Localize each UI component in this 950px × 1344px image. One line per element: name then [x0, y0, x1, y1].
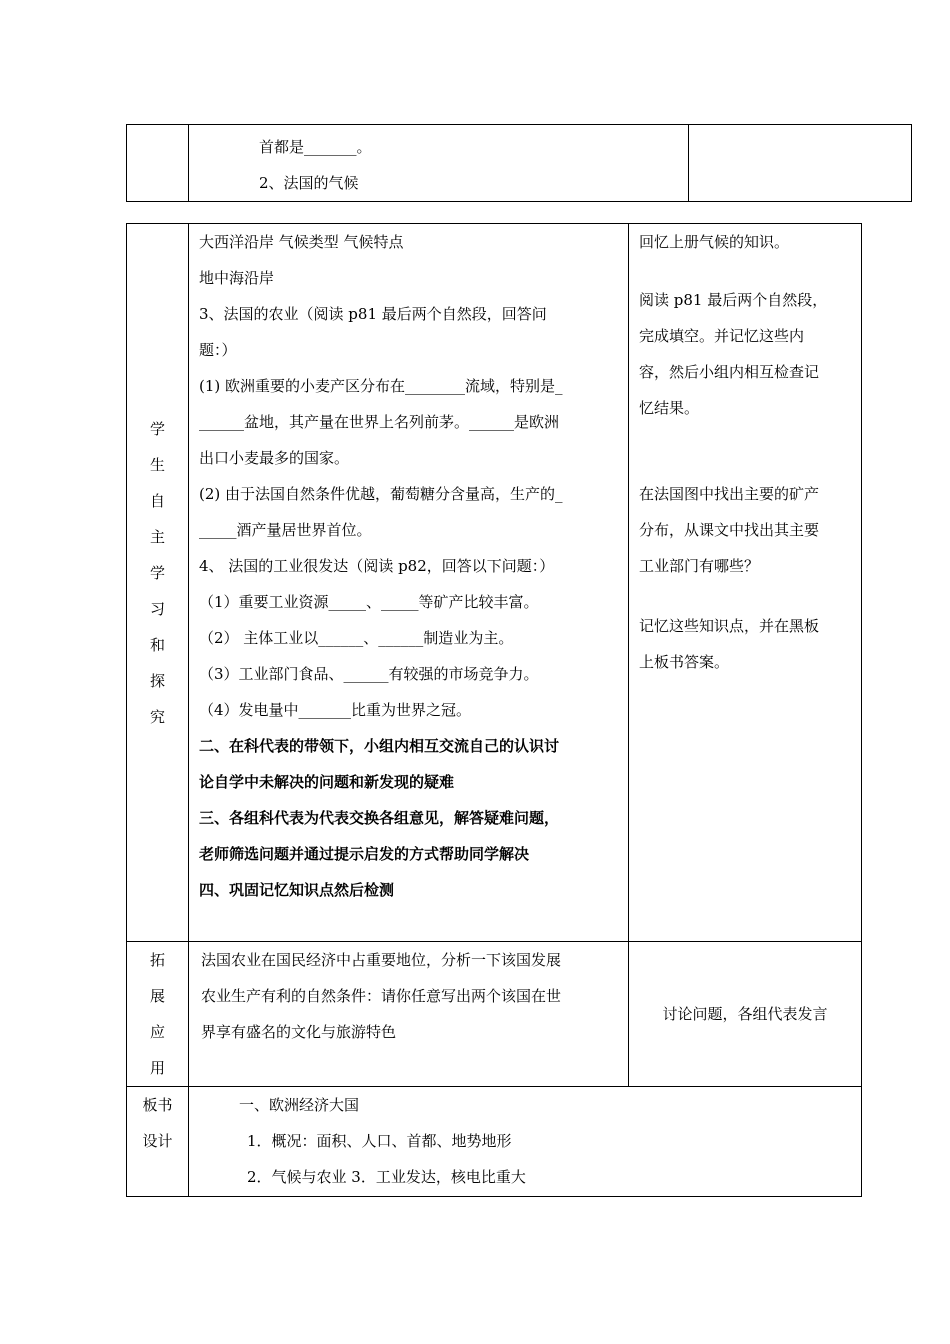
activity-line: 记忆这些知识点，并在黑板 — [639, 617, 820, 635]
extension-activity-cell — [629, 942, 862, 1087]
board-line: 2．气候与农业 3．工业发达，核电比重大 — [247, 1168, 526, 1186]
study-line: 4、 法国的工业很发达（阅读 p82，回答以下问题：） — [199, 557, 555, 575]
study-bold-line: 四、巩固记忆知识点然后检测 — [199, 881, 395, 899]
activity-line: 阅读 p81 最后两个自然段， — [639, 291, 828, 309]
capital-fill-line: 首都是_______。 — [259, 138, 372, 156]
study-bold-line: 二、在科代表的带领下，小组内相互交流自己的认识讨 — [199, 737, 560, 755]
extension-label-char: 拓 — [149, 951, 165, 969]
top-right-cell — [689, 125, 912, 202]
activity-paragraph — [639, 608, 861, 680]
activity-line: 分布，从课文中找出其主要 — [639, 521, 820, 539]
study-line: （4）发电量中_______比重为世界之冠。 — [199, 701, 472, 719]
top-content-cell — [189, 125, 689, 202]
study-line: 出口小麦最多的国家。 — [199, 449, 350, 467]
study-line: 题：） — [199, 341, 237, 359]
study-label-char: 学 — [149, 420, 165, 438]
study-activity-cell — [629, 224, 862, 942]
study-label-char: 探 — [149, 672, 165, 690]
activity-paragraph — [639, 476, 861, 584]
board-row — [127, 1087, 862, 1197]
extension-activity-text: 讨论问题，各组代表发言 — [662, 1005, 828, 1023]
climate-table-row: 地中海沿岸 — [199, 269, 275, 287]
board-label-cell — [127, 1087, 189, 1197]
main-table — [126, 223, 862, 1197]
activity-line: 上板书答案。 — [639, 653, 730, 671]
activity-line: 回忆上册气候的知识。 — [639, 233, 790, 251]
top-label-cell — [127, 125, 189, 202]
study-bold-line: 三、各组科代表为代表交换各组意见，解答疑难问题， — [199, 809, 560, 827]
study-label-char: 究 — [149, 708, 165, 726]
top-table — [126, 124, 912, 202]
extension-label-cell — [127, 942, 189, 1087]
study-bold-line: 论自学中未解决的问题和新发现的疑难 — [199, 773, 455, 791]
study-label-char: 习 — [149, 600, 165, 618]
top-table-row — [127, 125, 912, 202]
activity-paragraph — [639, 282, 861, 426]
board-label-line: 板书 — [142, 1096, 173, 1114]
study-label-char: 学 — [149, 564, 165, 582]
study-label-char: 自 — [149, 492, 165, 510]
study-line: _____酒产量居世界首位。 — [199, 521, 372, 539]
study-label-char: 生 — [149, 456, 165, 474]
study-label-cell — [127, 224, 189, 942]
activity-line: 完成填空。并记忆这些内 — [639, 327, 805, 345]
study-line: （1）重要工业资源_____、_____等矿产比较丰富。 — [199, 593, 539, 611]
study-line: ______盆地，其产量在世界上名列前茅。______是欧洲 — [199, 413, 560, 431]
extension-label-char: 用 — [149, 1059, 165, 1077]
study-line: 3、法国的农业（阅读 p81 最后两个自然段，回答问 — [199, 305, 547, 323]
study-line: （3）工业部门食品、______有较强的市场竞争力。 — [199, 665, 539, 683]
study-content-cell — [189, 224, 629, 942]
climate-table-header: 大西洋沿岸 气候类型 气候特点 — [199, 233, 404, 251]
extension-row — [127, 942, 862, 1087]
extension-line: 法国农业在国民经济中占重要地位，分析一下该国发展 — [201, 951, 562, 969]
extension-label-char: 展 — [149, 987, 165, 1005]
board-line: 1．概况：面积、人口、首都、地势地形 — [247, 1132, 512, 1150]
study-line: (2) 由于法国自然条件优越，葡萄糖分含量高，生产的_ — [199, 485, 563, 503]
study-bold-line: 老师筛选问题并通过提示启发的方式帮助同学解决 — [199, 845, 530, 863]
study-line: （2） 主体工业以______、______制造业为主。 — [199, 629, 514, 647]
extension-line: 界享有盛名的文化与旅游特色 — [201, 1023, 397, 1041]
activity-line: 忆结果。 — [639, 399, 700, 417]
study-label-char: 主 — [149, 528, 165, 546]
activity-line: 工业部门有哪些？ — [639, 557, 760, 575]
extension-content-cell — [189, 942, 629, 1087]
board-content-cell — [189, 1087, 862, 1197]
study-line: (1) 欧洲重要的小麦产区分布在________流域，特别是_ — [199, 377, 563, 395]
activity-line: 在法国图中找出主要的矿产 — [639, 485, 820, 503]
board-heading: 一、欧洲经济大国 — [239, 1096, 360, 1114]
climate-heading: 2、法国的气候 — [259, 174, 359, 192]
board-label-line: 设计 — [142, 1132, 173, 1150]
study-label-char: 和 — [149, 636, 165, 654]
activity-paragraph — [639, 224, 861, 260]
extension-label-char: 应 — [149, 1023, 165, 1041]
activity-line: 容，然后小组内相互检查记 — [639, 363, 820, 381]
extension-line: 农业生产有利的自然条件：请你任意写出两个该国在世 — [201, 987, 562, 1005]
study-row — [127, 224, 862, 942]
